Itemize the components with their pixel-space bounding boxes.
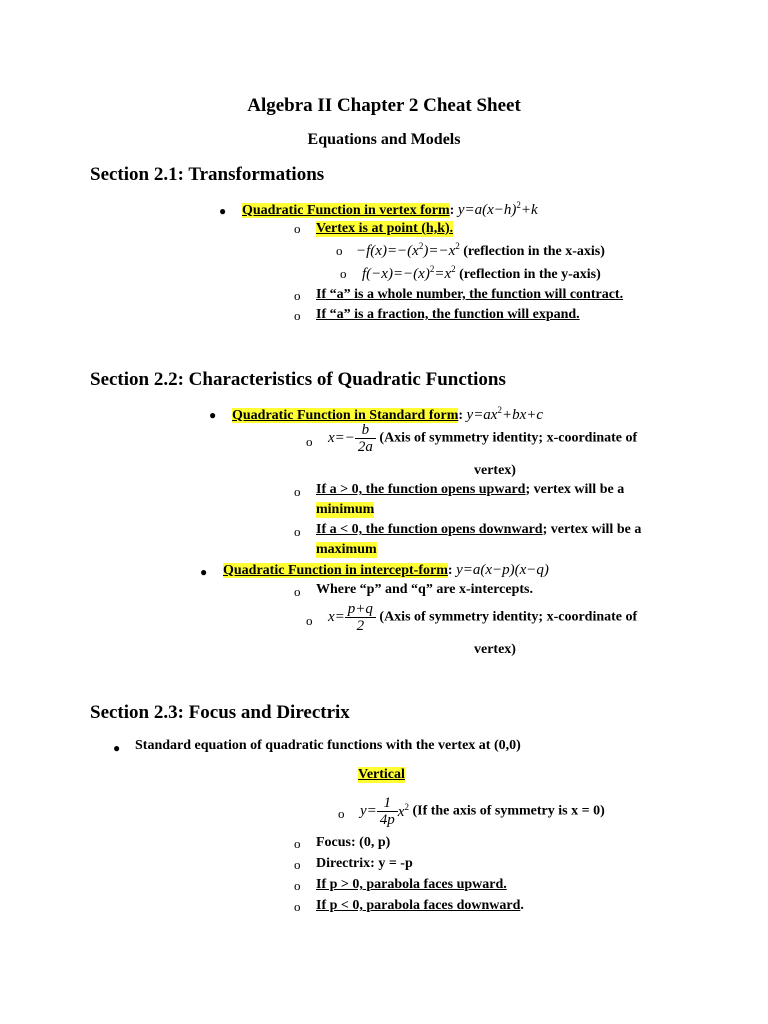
opens-downward-tail: ; vertex will be a bbox=[542, 522, 642, 537]
minimum-label: minimum bbox=[316, 502, 375, 517]
axis2-fraction bbox=[345, 601, 376, 634]
axis-lhs: x=− bbox=[328, 430, 355, 446]
formula-part: y=ax bbox=[466, 407, 498, 423]
circle-marker: o bbox=[294, 288, 301, 303]
section-2-3-heading: Section 2.3: Focus and Directrix bbox=[90, 702, 350, 723]
faces-downward-text: If p < 0, parabola faces downward bbox=[316, 898, 521, 913]
page-title: Algebra II Chapter 2 Cheat Sheet bbox=[247, 95, 521, 116]
page-subtitle: Equations and Models bbox=[307, 131, 461, 148]
reflection-x-note: (reflection in the x-axis) bbox=[463, 244, 605, 259]
axis2-note: (Axis of symmetry identity; x-coordinate of bbox=[379, 609, 638, 625]
fraction-denominator: 2 bbox=[345, 617, 376, 634]
opens-downward-item bbox=[316, 522, 641, 538]
contract-item: If “a” is a whole number, the function will contract. bbox=[316, 287, 624, 302]
circle-marker: o bbox=[338, 806, 345, 821]
circle-marker: o bbox=[294, 857, 301, 872]
opens-upward-tail: ; vertex will be a bbox=[525, 482, 625, 497]
eq-note: (If the axis of symmetry is x = 0) bbox=[412, 803, 605, 819]
section-2-1-heading: Section 2.1: Transformations bbox=[90, 164, 325, 185]
standard-form-formula bbox=[467, 407, 544, 423]
exponent: 2 bbox=[418, 241, 424, 251]
circle-marker: o bbox=[294, 584, 301, 599]
formula-part: f(−x)=−(x) bbox=[362, 266, 430, 282]
axis-symmetry-item bbox=[328, 422, 637, 455]
intercept-form-formula: y=a(x−p)(x−q) bbox=[456, 562, 549, 578]
formula-part: +k bbox=[520, 202, 538, 218]
axis2-lhs: x= bbox=[328, 609, 345, 625]
reflection-x-formula bbox=[356, 243, 460, 259]
circle-marker: o bbox=[294, 836, 301, 851]
faces-downward-item bbox=[316, 898, 524, 914]
circle-marker: o bbox=[294, 524, 301, 539]
axis-note-continued: vertex) bbox=[474, 463, 516, 478]
section-2-2-heading: Section 2.2: Characteristics of Quadratic Functions bbox=[90, 369, 506, 390]
fraction-numerator: p+q bbox=[347, 601, 373, 617]
fraction-numerator: b bbox=[361, 422, 370, 438]
reflection-y-item bbox=[362, 264, 601, 283]
eq-lhs: y= bbox=[360, 803, 377, 819]
vertex-point-item: Vertex is at point (h,k). bbox=[316, 221, 454, 236]
expand-item: If “a” is a fraction, the function will expand. bbox=[316, 307, 580, 322]
axis-note: (Axis of symmetry identity; x-coordinate of bbox=[379, 430, 638, 446]
period: . bbox=[520, 898, 524, 913]
circle-marker: o bbox=[294, 308, 301, 323]
formula-part: −f(x)=−(x bbox=[356, 243, 419, 259]
standard-form-label: Quadratic Function in Standard form bbox=[232, 408, 459, 423]
x-intercepts-item: Where “p” and “q” are x-intercepts. bbox=[316, 582, 533, 597]
fraction-denominator: 2a bbox=[355, 438, 376, 455]
vertex-form-formula bbox=[458, 202, 538, 218]
reflection-y-note: (reflection in the y-axis) bbox=[459, 267, 601, 282]
faces-upward-item: If p > 0, parabola faces upward. bbox=[316, 877, 507, 892]
eq-fraction bbox=[377, 795, 398, 828]
circle-marker: o bbox=[340, 266, 347, 281]
exponent: 2 bbox=[404, 802, 409, 812]
opens-downward-text: If a < 0, the function opens downward bbox=[316, 522, 543, 537]
circle-marker: o bbox=[294, 878, 301, 893]
opens-upward-text: If a > 0, the function opens upward bbox=[316, 482, 526, 497]
directrix-item: Directrix: y = -p bbox=[316, 856, 413, 871]
exponent: 2 bbox=[516, 200, 521, 210]
standard-equation-item: Standard equation of quadratic functions with the vertex at (0,0) bbox=[135, 738, 521, 753]
circle-marker: o bbox=[294, 484, 301, 499]
formula-part: y=a(x−h) bbox=[457, 202, 517, 218]
vertical-equation-item bbox=[360, 795, 605, 828]
reflection-y-formula bbox=[362, 266, 456, 282]
focus-item: Focus: (0, p) bbox=[316, 835, 391, 850]
vertical-label: Vertical bbox=[358, 767, 405, 782]
formula-part: x bbox=[397, 804, 405, 820]
opens-upward-item bbox=[316, 482, 624, 498]
fraction-numerator: 1 bbox=[383, 795, 392, 811]
circle-marker: o bbox=[294, 899, 301, 914]
formula-part: =x bbox=[434, 266, 452, 282]
reflection-x-item bbox=[356, 241, 605, 260]
formula-part: )=−x bbox=[423, 243, 456, 259]
intercept-form-label: Quadratic Function in intercept-form bbox=[223, 563, 448, 578]
axis-fraction bbox=[355, 422, 376, 455]
eq-x bbox=[398, 804, 409, 820]
formula-part: +bx+c bbox=[501, 407, 544, 423]
circle-marker: o bbox=[306, 613, 313, 628]
exponent: 2 bbox=[429, 264, 435, 274]
exponent: 2 bbox=[455, 241, 460, 251]
fraction-denominator: 4p bbox=[377, 811, 398, 828]
circle-marker: o bbox=[306, 434, 313, 449]
bullet-marker: ● bbox=[113, 741, 121, 755]
circle-marker: o bbox=[336, 243, 343, 258]
axis-symmetry-intercept-item bbox=[328, 601, 637, 634]
bullet-marker: ● bbox=[200, 565, 208, 579]
circle-marker: o bbox=[294, 221, 301, 236]
exponent: 2 bbox=[497, 405, 502, 415]
axis2-note-continued: vertex) bbox=[474, 642, 516, 657]
colon: : bbox=[449, 203, 455, 218]
intercept-form-item bbox=[223, 562, 549, 579]
colon: : bbox=[458, 408, 464, 423]
vertex-form-item bbox=[242, 200, 538, 219]
vertex-form-label: Quadratic Function in vertex form bbox=[242, 203, 450, 218]
colon: : bbox=[447, 563, 453, 578]
exponent: 2 bbox=[451, 264, 456, 274]
bullet-marker: ● bbox=[209, 408, 217, 422]
bullet-marker: ● bbox=[219, 204, 227, 218]
maximum-label: maximum bbox=[316, 542, 377, 557]
